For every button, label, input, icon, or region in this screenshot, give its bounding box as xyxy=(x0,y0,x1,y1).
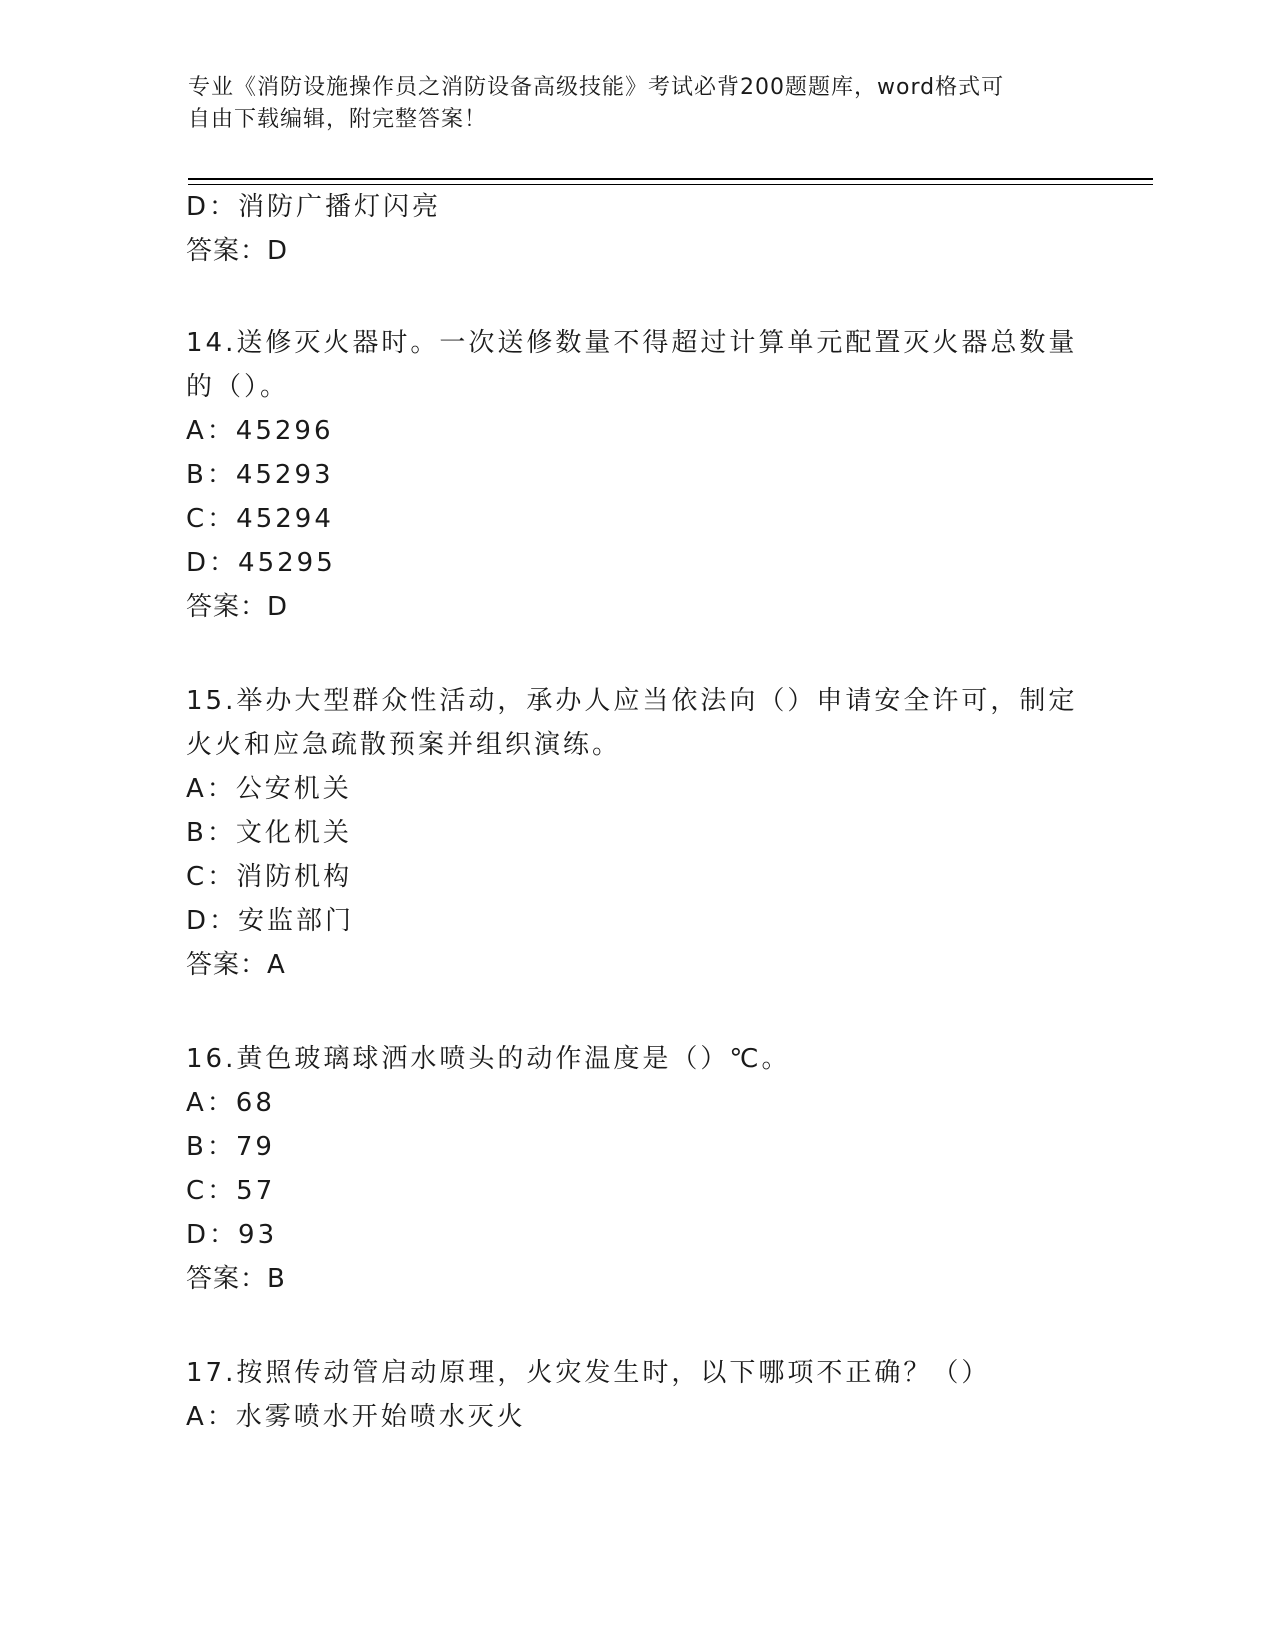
q14-option-b: B：45293 xyxy=(186,460,334,490)
document-header xyxy=(188,72,1078,136)
header-divider-thick xyxy=(188,178,1153,180)
q14-option-a: A：45296 xyxy=(186,416,334,446)
q17-option-a: A：水雾喷水开始喷水灭火 xyxy=(186,1402,526,1432)
q13-option-d: D：消防广播灯闪亮 xyxy=(186,192,442,222)
q16-answer: 答案：B xyxy=(186,1264,286,1294)
header-line-1: 专业《消防设施操作员之消防设备高级技能》考试必背200题题库，word格式可 xyxy=(188,75,1005,100)
q16-option-b: B：79 xyxy=(186,1132,275,1162)
q14-option-d: D：45295 xyxy=(186,548,336,578)
q15-option-b: B：文化机关 xyxy=(186,818,352,848)
q14-stem-line-2: 的（）。 xyxy=(186,372,290,402)
q16-option-d: D：93 xyxy=(186,1220,278,1250)
q15-stem-line-1: 15.举办大型群众性活动，承办人应当依法向（）申请安全许可，制定 xyxy=(186,686,1078,716)
q15-stem-line-2: 火火和应急疏散预案并组织演练。 xyxy=(186,730,622,760)
q14-option-c: C：45294 xyxy=(186,504,334,534)
header-divider-thin xyxy=(188,184,1153,185)
q15-answer: 答案：A xyxy=(186,950,286,980)
q14-stem-line-1: 14.送修灭火器时。一次送修数量不得超过计算单元配置灭火器总数量 xyxy=(186,328,1078,358)
q17-stem-line-1: 17.按照传动管启动原理，火灾发生时，以下哪项不正确？（） xyxy=(186,1358,991,1388)
q15-option-d: D：安监部门 xyxy=(186,906,355,936)
q13-answer: 答案：D xyxy=(186,236,289,266)
q16-option-c: C：57 xyxy=(186,1176,276,1206)
q16-option-a: A：68 xyxy=(186,1088,275,1118)
header-line-2: 自由下载编辑，附完整答案！ xyxy=(188,107,488,132)
q15-option-c: C：消防机构 xyxy=(186,862,353,892)
q16-stem-line-1: 16.黄色玻璃球洒水喷头的动作温度是（）℃。 xyxy=(186,1044,791,1074)
q14-answer: 答案：D xyxy=(186,592,289,622)
q15-option-a: A：公安机关 xyxy=(186,774,352,804)
